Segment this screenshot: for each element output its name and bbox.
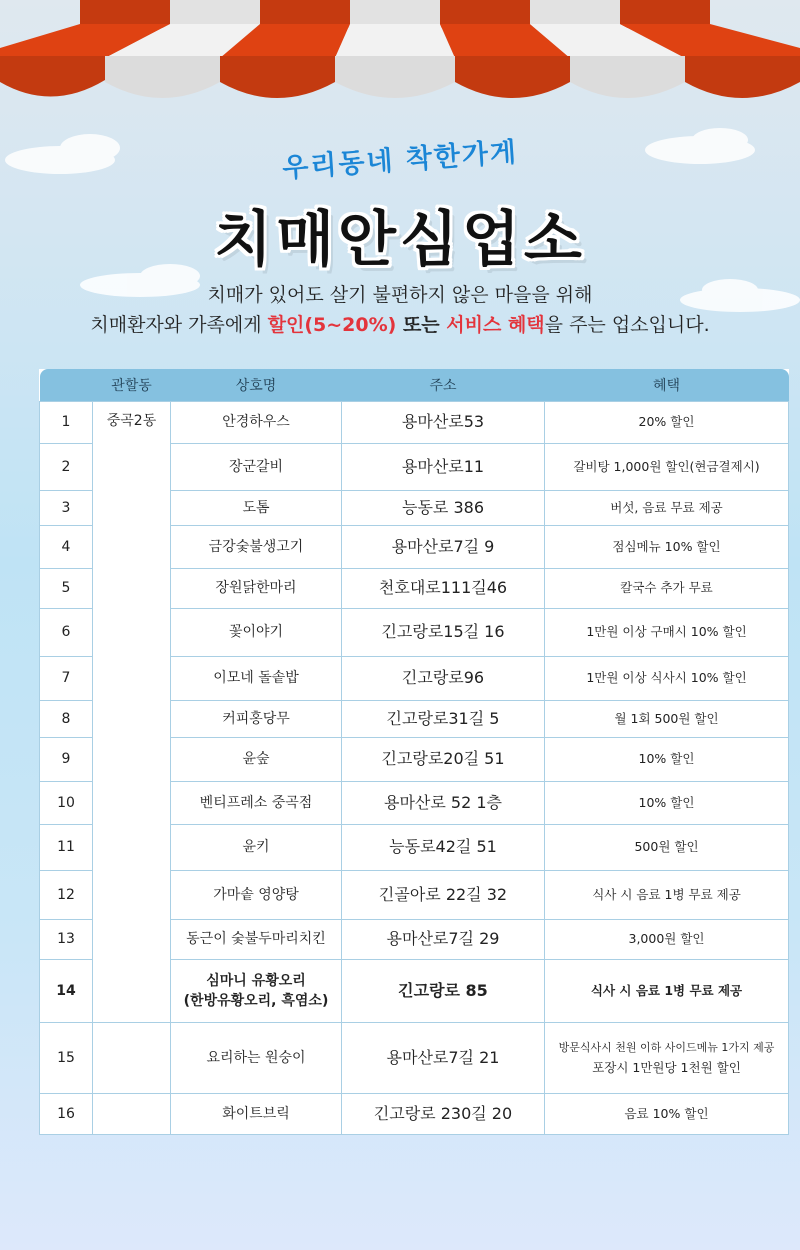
subtitle: 우리동네 착한가게 [281,136,520,185]
row-address: 천호대로111길46 [342,568,545,608]
row-name: 윤숲 [171,737,342,781]
row-benefit: 1만원 이상 식사시 10% 할인 [545,656,789,700]
header-benefit: 혜택 [545,369,789,401]
row-no: 10 [40,781,93,824]
row-address: 긴고랑로 85 [342,959,545,1022]
header-dong: 관할동 [93,369,171,401]
description-line-2 [0,310,800,340]
row-benefit-line-1: 방문식사시 천원 이하 사이드메뉴 1가지 제공 [558,1040,775,1054]
row-benefit: 식사 시 음료 1병 무료 제공 [545,959,789,1022]
row-benefit: 월 1회 500원 할인 [545,700,789,737]
header-address: 주소 [342,369,545,401]
row-address: 용마산로7길 29 [342,919,545,959]
header-no [40,369,93,401]
row-address: 긴고랑로15길 16 [342,608,545,656]
row-no: 1 [40,401,93,443]
row-no: 15 [40,1022,93,1093]
row-address: 긴고랑로 230길 20 [342,1093,545,1134]
row-address: 용마산로 52 1층 [342,781,545,824]
row-address: 긴고랑로31길 5 [342,700,545,737]
row-no: 4 [40,525,93,568]
row-benefit: 500원 할인 [545,824,789,870]
row-name: 동근이 숯불두마리치킨 [171,919,342,959]
row-address: 용마산로53 [342,401,545,443]
row-no: 7 [40,656,93,700]
row-no: 5 [40,568,93,608]
row-no: 2 [40,443,93,490]
row-benefit: 갈비탕 1,000원 할인(현금결제시) [545,443,789,490]
row-no: 16 [40,1093,93,1134]
row-benefit: 음료 10% 할인 [545,1093,789,1134]
row-dong: 중곡2동 [93,401,171,1022]
desc-tail: 을 주는 업소입니다. [544,314,710,336]
row-benefit: 버섯, 음료 무료 제공 [545,490,789,525]
row-name: 안경하우스 [171,401,342,443]
row-benefit: 1만원 이상 구매시 10% 할인 [545,608,789,656]
row-no: 12 [40,870,93,919]
store-table [39,369,789,1135]
row-dong-empty [93,1022,171,1093]
row-benefit: 칼국수 추가 무료 [545,568,789,608]
row-address: 용마산로11 [342,443,545,490]
row-benefit: 10% 할인 [545,737,789,781]
row-name: 금강숯불생고기 [171,525,342,568]
row-no: 11 [40,824,93,870]
row-address: 용마산로7길 21 [342,1022,545,1093]
store-table-container [39,369,788,1135]
row-no: 9 [40,737,93,781]
desc-text: 치매환자와 가족에게 [90,314,268,336]
table-header-row [40,369,789,401]
awning-decoration [0,0,800,110]
row-no: 3 [40,490,93,525]
row-dong-empty [93,1093,171,1134]
row-no: 6 [40,608,93,656]
page-title: 치매안심업소 [214,205,586,275]
row-name-line-1: 심마니 유황오리 [206,972,306,989]
row-name: 장원닭한마리 [171,568,342,608]
row-benefit: 20% 할인 [545,401,789,443]
row-name: 가마솥 영양탕 [171,870,342,919]
service-highlight: 서비스 혜택 [446,314,545,336]
row-name: 이모네 돌솥밥 [171,656,342,700]
row-name: 도톰 [171,490,342,525]
row-name: 윤키 [171,824,342,870]
row-name: 장군갈비 [171,443,342,490]
row-address: 긴골아로 22길 32 [342,870,545,919]
description [0,280,800,340]
row-no: 8 [40,700,93,737]
row-name: 화이트브릭 [171,1093,342,1134]
description-line-1: 치매가 있어도 살기 불편하지 않은 마을을 위해 [207,284,593,306]
row-name: 요리하는 원숭이 [171,1022,342,1093]
desc-or: 또는 [396,314,447,336]
row-no: 13 [40,919,93,959]
row-name: 커피홍당무 [171,700,342,737]
row-benefit [545,1022,789,1093]
row-benefit: 점심메뉴 10% 할인 [545,525,789,568]
row-address: 능동로 386 [342,490,545,525]
table-row [40,401,789,443]
table-row [40,1022,789,1093]
row-address: 긴고랑로96 [342,656,545,700]
discount-highlight: 할인(5~20%) [267,314,397,336]
row-benefit-line-2: 포장시 1만원당 1천원 할인 [592,1059,741,1075]
table-row [40,1093,789,1134]
row-name [171,959,342,1022]
row-no: 14 [40,959,93,1022]
row-address: 용마산로7길 9 [342,525,545,568]
row-address: 능동로42길 51 [342,824,545,870]
row-address: 긴고랑로20길 51 [342,737,545,781]
row-benefit: 3,000원 할인 [545,919,789,959]
row-benefit: 10% 할인 [545,781,789,824]
header-name: 상호명 [171,369,342,401]
row-name-line-2: (한방유황오리, 흑염소) [183,992,329,1009]
row-name: 꽃이야기 [171,608,342,656]
row-name: 벤티프레소 중곡점 [171,781,342,824]
row-benefit: 식사 시 음료 1병 무료 제공 [545,870,789,919]
